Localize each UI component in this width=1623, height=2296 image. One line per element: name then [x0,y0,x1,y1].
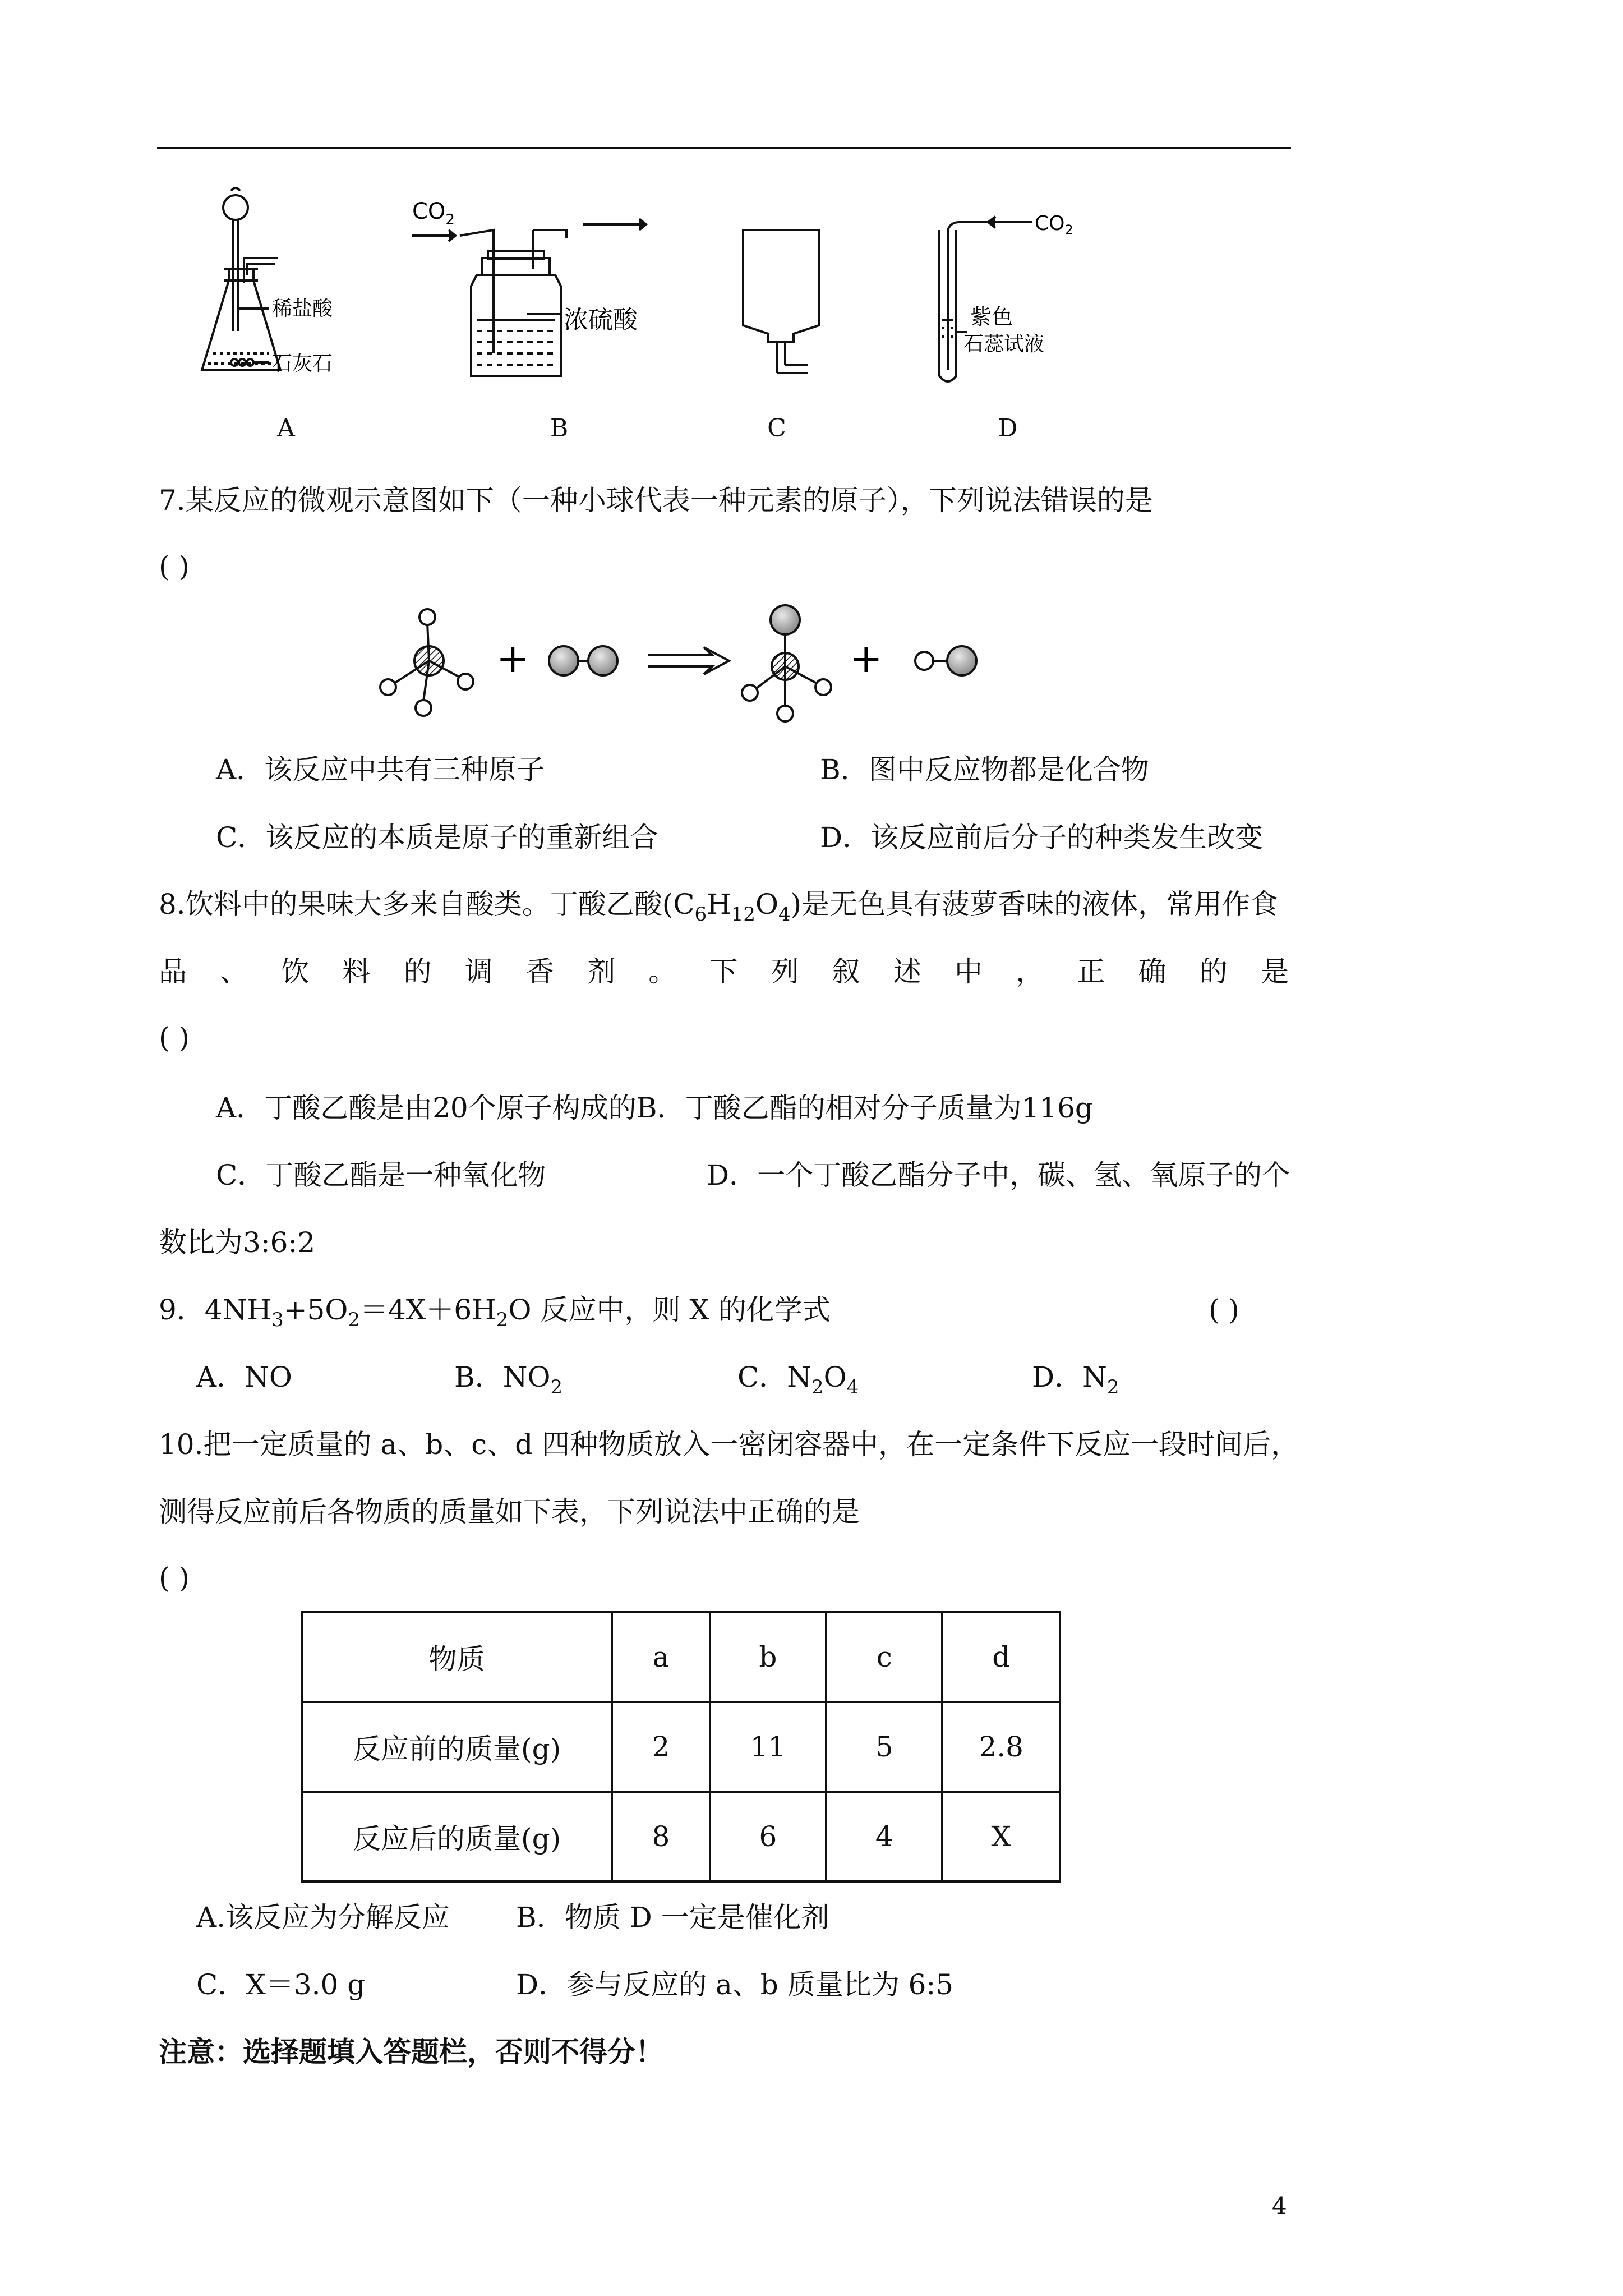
q10-stem-1: 10.把一定质量的 a、b、c、d 四种物质放入一密闭容器中，在一定条件下反应一段时间后， [159,1428,1299,1461]
q8-paren: ( ) [159,1022,190,1054]
q8-option-d-cont: 数比为3:6:2 [159,1226,316,1259]
q7-stem: 7.某反应的微观示意图如下（一种小球代表一种元素的原子），下列说法错误的是 [159,484,1153,517]
q9-paren: ( ) [1209,1294,1239,1326]
apparatus-a-caption: A [277,414,295,443]
apparatus-figure [191,185,1144,398]
plus-sign-2: + [850,636,883,682]
table-header-cell: a [612,1612,709,1702]
reactant-molecule-2-icon [549,646,617,675]
reaction-arrow-icon [648,647,729,674]
q7-paren: ( ) [159,550,190,583]
q10-paren: ( ) [159,1562,190,1594]
table-cell: 6 [710,1792,826,1881]
q8-option-ab: A．丁酸乙酸是由20个原子构成的B．丁酸乙酯的相对分子质量为116g [216,1092,1093,1124]
notice: 注意：选择题填入答题栏，否则不得分！ [159,2035,663,2068]
q8-option-c: C．丁酸乙酯是一种氧化物 [216,1159,546,1191]
product-molecule-1-icon [742,605,831,721]
table-cell: 2 [612,1702,709,1792]
q8-stem: 8.饮料中的果味大多来自酸类。丁酸乙酸$(C_6H_{12}O_4)$是无色具有菠萝香味的液体，常用作食 [159,888,1279,926]
table-header-cell: d [942,1612,1060,1702]
apparatus-c-bottle-icon [743,230,819,373]
apparatus-b-bottle-icon [412,219,646,376]
q7-option-d: D．该反应前后分子的种类发生改变 [820,821,1264,854]
apparatus-d-co2-label: $CO_2$ [1035,212,1073,238]
reactant-molecule-1-icon [380,609,473,716]
apparatus-b-caption: B [550,414,569,443]
table-header-cell: b [710,1612,826,1702]
q7-reaction-diagram [370,600,1032,729]
mass-table [301,1611,1061,1883]
apparatus-b-label: 浓硫酸 [564,306,638,334]
q10-option-c: C．X＝3.0 g [196,1968,366,2001]
table-row [302,1702,1060,1792]
q8-stem-line2: 品 、 饮 料 的 调 香 剂 。 下 列 叙 述 中 ， 正 确 的 是 [159,955,1289,988]
table-cell: 4 [826,1792,942,1881]
product-molecule-2-icon [915,646,976,675]
table-header-cell: c [826,1612,942,1702]
q10-option-a: A.该反应为分解反应 [196,1901,450,1934]
q10-option-b: B．物质 D 一定是催化剂 [516,1901,829,1934]
apparatus-d-tube-icon [939,217,1032,381]
plus-sign-1: + [496,636,529,682]
table-row [302,1792,1060,1881]
apparatus-c-caption: C [767,414,786,443]
page-number: 4 [1272,2192,1287,2220]
q9-option-a: A．NO [196,1361,292,1393]
apparatus-d-caption: D [998,414,1018,443]
q9-stem: 9．$4NH_3+5O_2=4X+6H_2O$ 反应中，则 X 的化学式 [159,1294,831,1331]
table-cell: 反应后的质量(g) [302,1792,612,1881]
apparatus-a-label-1: 稀盐酸 [272,297,333,320]
table-cell: X [942,1792,1060,1881]
apparatus-a-flask-icon [202,188,280,370]
q9-option-b: B．$NO_2$ [454,1361,563,1398]
table-cell: 8 [612,1792,709,1881]
q10-stem-2: 测得反应前后各物质的质量如下表，下列说法中正确的是 [159,1496,860,1528]
table-header-row [302,1612,1060,1702]
table-cell: 2.8 [942,1702,1060,1792]
apparatus-d-label-2: 石蕊试液 [963,333,1045,356]
header-rule [157,147,1291,149]
q9-option-c: C．$N_2O_4$ [737,1361,859,1398]
table-header-cell: 物质 [302,1612,612,1702]
apparatus-b-co2-label: $CO_2$ [412,199,455,228]
table-cell: 反应前的质量(g) [302,1702,612,1792]
q7-option-c: C．该反应的本质是原子的重新组合 [216,821,658,854]
q7-option-b: B．图中反应物都是化合物 [820,753,1149,786]
table-cell: 5 [826,1702,942,1792]
q10-option-d: D．参与反应的 a、b 质量比为 6:5 [516,1968,954,2001]
q7-option-a: A．该反应中共有三种原子 [216,753,545,786]
apparatus-a-label-2: 石灰石 [272,352,333,375]
apparatus-d-label-1: 紫色 [970,305,1013,329]
table-cell: 11 [710,1702,826,1792]
q9-option-d: D．$N_2$ [1032,1361,1119,1398]
q8-option-d: D．一个丁酸乙酯分子中，碳、氢、氧原子的个 [707,1159,1290,1191]
